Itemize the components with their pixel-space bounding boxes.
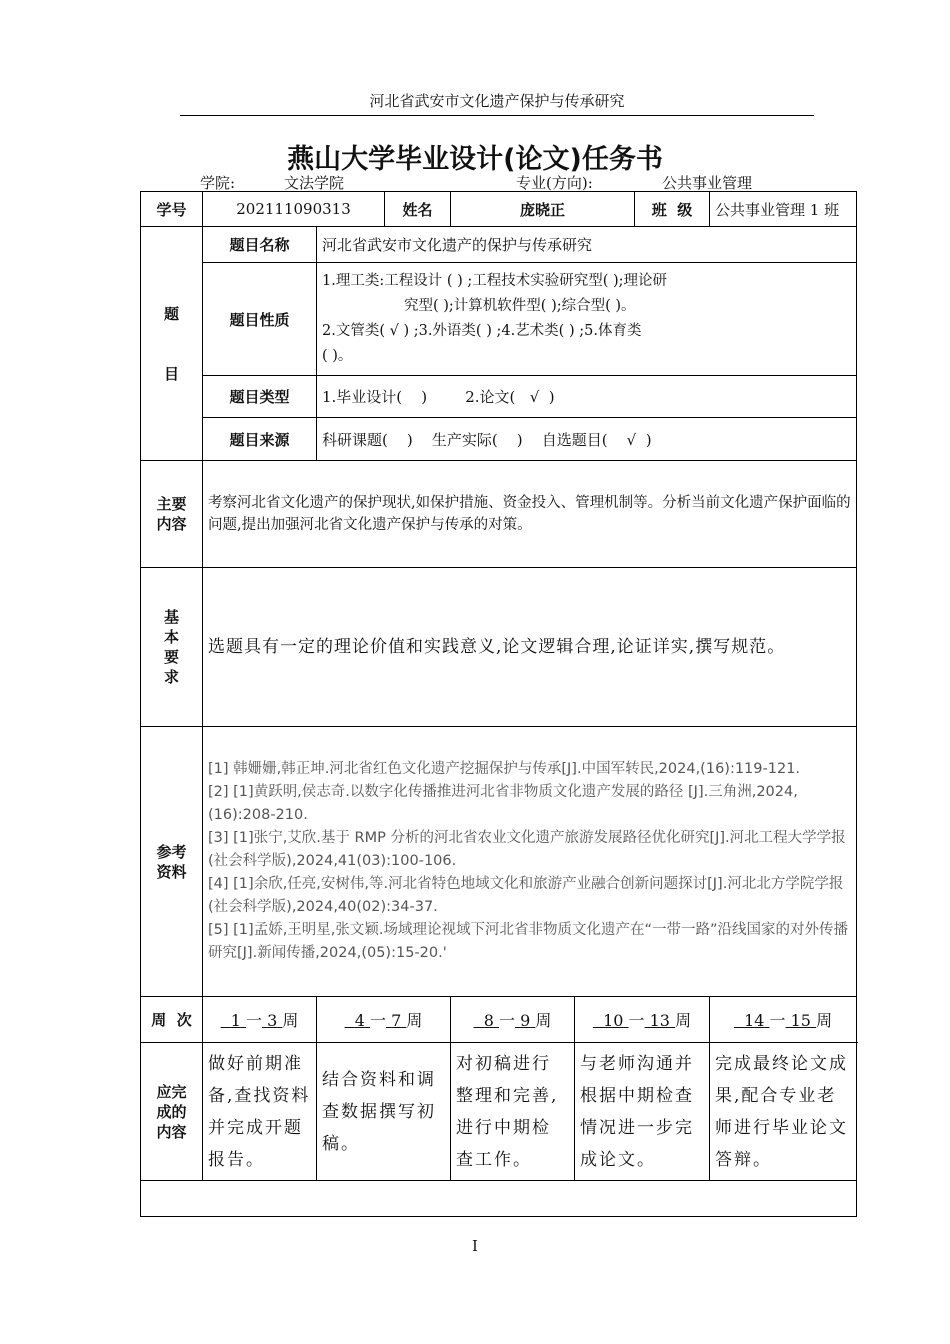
week-range-5: 14 一 15 周 <box>710 997 857 1043</box>
basic-requirements-text: 选题具有一定的理论价值和实践意义,论文逻辑合理,论证详实,撰写规范。 <box>203 568 857 727</box>
references-list <box>203 727 857 997</box>
task-5: 完成最终论文成果,配合专业老师进行毕业论文答辩。 <box>710 1043 857 1181</box>
nature-line-2: 究型( );计算机软件型( );综合型( )。 <box>404 298 636 314</box>
student-id-value: 202111090313 <box>203 192 385 227</box>
major-value: 公共事业管理 <box>662 174 753 192</box>
class-value: 公共事业管理 1 班 <box>710 192 857 227</box>
reference-item: [4] [1]余欣,任亮,安树伟,等.河北省特色地域文化和旅游产业融合创新问题探讨[J].河北北方学院学报(社会科学版),2024,40(02):34-37. <box>208 876 844 915</box>
week-range-1: 1 一 3 周 <box>203 997 317 1043</box>
topic-nature-label: 题目性质 <box>203 263 317 376</box>
student-name-label: 姓名 <box>385 192 451 227</box>
task-4: 与老师沟通并根据中期检查情况进一步完成论文。 <box>575 1043 710 1181</box>
class-label: 班 级 <box>635 192 710 227</box>
week-range-3: 8 一 9 周 <box>451 997 575 1043</box>
topic-name-value: 河北省武安市文化遗产的保护与传承研究 <box>317 227 857 263</box>
topic-section-label: 题 目 <box>141 227 203 461</box>
tasks-row <box>141 1043 857 1181</box>
nature-line-3: 2.文管类( √ ) ;3.外语类( ) ;4.艺术类( ) ;5.体育类 <box>322 323 642 339</box>
empty-row <box>141 1181 857 1217</box>
task-2: 结合资料和调查数据撰写初稿。 <box>317 1043 451 1181</box>
references-row <box>141 727 857 997</box>
topic-name-label: 题目名称 <box>203 227 317 263</box>
nature-line-4: ( )。 <box>322 348 353 364</box>
topic-nature-value <box>317 263 857 376</box>
week-range-4: 10 一 13 周 <box>575 997 710 1043</box>
week-label: 周 次 <box>141 997 203 1043</box>
task-3: 对初稿进行整理和完善,进行中期检查工作。 <box>451 1043 575 1181</box>
task-form-table <box>140 191 857 1217</box>
student-name-value: 庞晓正 <box>451 192 635 227</box>
topic-source-value: 科研课题( ) 生产实际( ) 自选题目( √ ) <box>317 418 857 461</box>
student-info-row <box>141 192 857 227</box>
college-label: 学院: <box>200 174 236 192</box>
main-content-row <box>141 461 857 568</box>
document-title: 燕山大学毕业设计(论文)任务书 <box>287 144 663 175</box>
main-content-text: 考察河北省文化遗产的保护现状,如保护措施、资金投入、管理机制等。分析当前文化遗产保护面临的问题,提出加强河北省文化遗产保护与传承的对策。 <box>203 461 857 568</box>
empty-cell <box>141 1181 857 1217</box>
week-range-2: 4 一 7 周 <box>317 997 451 1043</box>
task-1: 做好前期准备,查找资料并完成开题报告。 <box>203 1043 317 1181</box>
topic-name-row <box>141 227 857 263</box>
basic-requirements-row <box>141 568 857 727</box>
nature-line-1: 1.理工类:工程设计 ( ) ;工程技术实验研究型( );理论研 <box>322 273 668 289</box>
topic-source-row <box>141 418 857 461</box>
running-header: 河北省武安市文化遗产保护与传承研究 <box>180 90 814 116</box>
major-label: 专业(方向): <box>516 174 593 192</box>
reference-item: [3] [1]张宁,艾欣.基于 RMP 分析的河北省农业文化遗产旅游发展路径优化研究[J].河北工程大学学报(社会科学版),2024,41(03):100-106. <box>208 830 846 869</box>
topic-type-value: 1.毕业设计( ) 2.论文( √ ) <box>317 376 857 418</box>
reference-item: [2] [1]黄跃明,侯志奇.以数字化传播推进河北省非物质文化遗产发展的路径 [J].三角洲,2024,(16):208-210. <box>208 784 798 823</box>
topic-nature-row <box>141 263 857 376</box>
topic-type-label: 题目类型 <box>203 376 317 418</box>
main-content-label: 主要 内容 <box>141 461 203 568</box>
page-number: I <box>472 1237 478 1255</box>
tasks-label: 应完 成的 内容 <box>141 1043 203 1181</box>
reference-item: [5] [1]孟娇,王明星,张文颖.场域理论视域下河北省非物质文化遗产在“一带一路”沿线国家的对外传播研究[J].新闻传播,2024,(05):15-20.' <box>208 922 849 961</box>
college-value: 文法学院 <box>284 174 345 192</box>
references-label: 参考 资料 <box>141 727 203 997</box>
topic-source-label: 题目来源 <box>203 418 317 461</box>
basic-requirements-label: 基 本 要 求 <box>141 568 203 727</box>
week-schedule-row <box>141 997 857 1043</box>
student-id-label: 学号 <box>141 192 203 227</box>
reference-item: [1] 韩姗姗,韩正坤.河北省红色文化遗产挖掘保护与传承[J].中国军转民,2024,(16):119-121. <box>208 761 801 777</box>
topic-type-row <box>141 376 857 418</box>
